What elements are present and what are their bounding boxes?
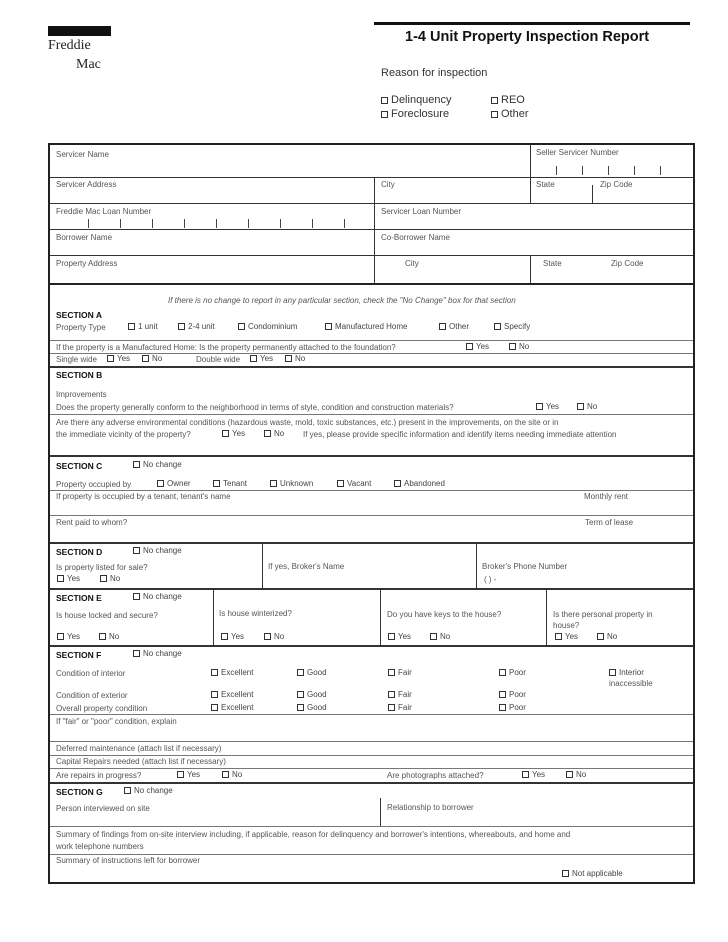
winterized-no[interactable] bbox=[264, 632, 284, 642]
servicer-address-label: Servicer Address bbox=[56, 180, 117, 189]
checkbox[interactable] bbox=[133, 593, 140, 600]
checkbox[interactable] bbox=[133, 461, 140, 468]
zip-label: Zip Code bbox=[600, 180, 633, 189]
section-g-title: SECTION G bbox=[56, 787, 103, 797]
option-label: Poor bbox=[509, 703, 526, 712]
winterized-yes[interactable] bbox=[221, 632, 244, 642]
checkbox[interactable] bbox=[264, 430, 271, 437]
occupant-vacant[interactable] bbox=[337, 479, 371, 489]
state-label: State bbox=[536, 180, 555, 189]
row-divider bbox=[50, 255, 693, 256]
personal-question-2: house? bbox=[553, 621, 580, 630]
relationship-label: Relationship to borrower bbox=[387, 803, 474, 812]
option-label: Fair bbox=[398, 668, 412, 677]
single-wide-yes[interactable] bbox=[107, 354, 130, 364]
option-label: Excellent bbox=[221, 690, 254, 699]
row-divider bbox=[50, 177, 693, 178]
option-label: No change bbox=[143, 592, 182, 601]
broker-name-label: If yes, Broker's Name bbox=[268, 562, 345, 571]
type-specify[interactable] bbox=[494, 322, 530, 332]
repairs-yes[interactable] bbox=[177, 770, 200, 780]
digit-tick bbox=[280, 219, 281, 228]
digit-tick bbox=[582, 166, 583, 175]
option-label: Not applicable bbox=[572, 869, 623, 878]
option-label: Fair bbox=[398, 703, 412, 712]
tenant-name-label: If property is occupied by a tenant, tenant's name bbox=[56, 492, 231, 501]
option-label: No bbox=[274, 429, 285, 438]
adverse-question-2: the immediate vicinity of the property? bbox=[56, 430, 191, 439]
exterior-poor[interactable] bbox=[499, 690, 526, 700]
row-divider bbox=[50, 741, 693, 742]
improvements-label: Improvements bbox=[56, 390, 107, 399]
checkbox[interactable] bbox=[499, 691, 506, 698]
checkbox[interactable] bbox=[264, 633, 271, 640]
col-divider bbox=[530, 255, 531, 283]
explain-label: If "fair" or "poor" condition, explain bbox=[56, 717, 177, 726]
option-label: No change bbox=[143, 546, 182, 555]
section-divider bbox=[50, 366, 693, 368]
section-g-no-change[interactable] bbox=[124, 786, 173, 796]
section-e-title: SECTION E bbox=[56, 593, 102, 603]
checkbox[interactable] bbox=[430, 633, 437, 640]
exterior-excellent[interactable] bbox=[211, 690, 253, 700]
option-label: Yes bbox=[117, 354, 131, 363]
condition-interior-label: Condition of interior bbox=[56, 669, 126, 678]
checkbox[interactable] bbox=[491, 97, 498, 104]
option-label: Good bbox=[307, 668, 327, 677]
option-label: Excellent bbox=[221, 703, 254, 712]
checkbox[interactable] bbox=[211, 691, 218, 698]
checkbox[interactable] bbox=[536, 403, 543, 410]
state-label: State bbox=[543, 259, 562, 268]
checkbox[interactable] bbox=[213, 480, 220, 487]
keys-no[interactable] bbox=[430, 632, 450, 642]
checkbox[interactable] bbox=[609, 669, 616, 676]
interior-inaccessible[interactable] bbox=[609, 668, 644, 678]
checkbox[interactable] bbox=[562, 870, 569, 877]
listed-question: Is property listed for sale? bbox=[56, 563, 148, 572]
overall-fair[interactable] bbox=[388, 703, 412, 713]
instructions-label: Summary of instructions left for borrower bbox=[56, 856, 201, 865]
conform-question: Does the property generally conform to the neighborhood in terms of style, condition and construction materials? bbox=[56, 403, 454, 412]
section-f-no-change[interactable] bbox=[133, 649, 182, 659]
section-e-no-change[interactable] bbox=[133, 592, 182, 602]
checkbox[interactable] bbox=[388, 669, 395, 676]
logo-line2: Mac bbox=[76, 57, 101, 72]
option-label: Other bbox=[501, 108, 529, 120]
col-divider bbox=[374, 255, 375, 283]
checkbox[interactable] bbox=[297, 704, 304, 711]
summary-line-2: work telephone numbers bbox=[56, 842, 144, 851]
rent-paid-label: Rent paid to whom? bbox=[56, 518, 128, 527]
checkbox[interactable] bbox=[381, 97, 388, 104]
title-rule bbox=[374, 22, 690, 25]
listed-yes[interactable] bbox=[57, 574, 80, 584]
seller-servicer-number-label: Seller Servicer Number bbox=[536, 148, 619, 157]
section-d-title: SECTION D bbox=[56, 547, 103, 557]
col-divider bbox=[380, 798, 381, 826]
checkbox[interactable] bbox=[222, 430, 229, 437]
occupant-unknown[interactable] bbox=[270, 479, 313, 489]
option-label: No change bbox=[134, 786, 173, 795]
exterior-good[interactable] bbox=[297, 690, 327, 700]
winterized-question: Is house winterized? bbox=[219, 609, 292, 618]
double-wide-yes[interactable] bbox=[250, 354, 273, 364]
row-divider bbox=[50, 229, 693, 230]
option-label: No bbox=[152, 354, 163, 363]
reason-foreclosure[interactable] bbox=[381, 108, 449, 120]
section-divider bbox=[50, 588, 693, 590]
digit-tick bbox=[152, 219, 153, 228]
checkbox[interactable] bbox=[57, 575, 64, 582]
section-d-no-change[interactable] bbox=[133, 546, 182, 556]
col-divider bbox=[213, 590, 214, 646]
col-divider bbox=[546, 590, 547, 646]
checkbox[interactable] bbox=[491, 111, 498, 118]
exterior-fair[interactable] bbox=[388, 690, 412, 700]
section-divider bbox=[50, 782, 693, 784]
reason-label: Reason for inspection bbox=[381, 67, 488, 79]
single-wide-label: Single wide bbox=[56, 355, 97, 364]
interior-fair[interactable] bbox=[388, 668, 412, 678]
option-label: Vacant bbox=[347, 479, 372, 488]
checkbox[interactable] bbox=[128, 323, 135, 330]
checkbox[interactable] bbox=[222, 771, 229, 778]
reason-reo[interactable] bbox=[491, 94, 525, 106]
co-borrower-label: Co-Borrower Name bbox=[381, 233, 450, 242]
capital-label: Capital Repairs needed (attach list if necessary) bbox=[56, 757, 226, 766]
option-label: Owner bbox=[167, 479, 191, 488]
col-divider bbox=[374, 203, 375, 255]
option-label: No bbox=[110, 574, 121, 583]
checkbox[interactable] bbox=[107, 355, 114, 362]
checkbox[interactable] bbox=[211, 669, 218, 676]
option-label: Unknown bbox=[280, 479, 314, 488]
conform-yes[interactable] bbox=[536, 402, 559, 412]
freddie-loan-label: Freddie Mac Loan Number bbox=[56, 207, 152, 216]
checkbox[interactable] bbox=[142, 355, 149, 362]
col-divider bbox=[262, 544, 263, 588]
option-label: No bbox=[295, 354, 306, 363]
digit-tick bbox=[184, 219, 185, 228]
double-wide-no[interactable] bbox=[285, 354, 305, 364]
manufactured-no[interactable] bbox=[509, 342, 529, 352]
checkbox[interactable] bbox=[388, 691, 395, 698]
checkbox[interactable] bbox=[499, 669, 506, 676]
row-divider bbox=[50, 854, 693, 855]
city-label: City bbox=[405, 259, 419, 268]
option-label: Tenant bbox=[223, 479, 248, 488]
option-label: Yes bbox=[187, 770, 201, 779]
double-wide-label: Double wide bbox=[196, 355, 241, 364]
checkbox[interactable] bbox=[325, 323, 332, 330]
option-label: Good bbox=[307, 690, 327, 699]
occupant-abandoned[interactable] bbox=[394, 479, 445, 489]
checkbox[interactable] bbox=[157, 480, 164, 487]
option-label: No bbox=[587, 402, 598, 411]
adverse-note: If yes, please provide specific information and identify items needing immediate attention bbox=[303, 430, 617, 439]
section-divider bbox=[50, 645, 693, 647]
option-label: Foreclosure bbox=[391, 108, 450, 120]
checkbox[interactable] bbox=[337, 480, 344, 487]
occupant-owner[interactable] bbox=[157, 479, 191, 489]
type-1-unit[interactable] bbox=[128, 322, 158, 332]
checkbox[interactable] bbox=[381, 111, 388, 118]
broker-phone-label: Broker's Phone Number bbox=[482, 562, 568, 571]
col-divider bbox=[380, 590, 381, 646]
section-divider bbox=[50, 542, 693, 544]
option-label: Yes bbox=[546, 402, 560, 411]
checkbox[interactable] bbox=[133, 650, 140, 657]
row-divider bbox=[50, 714, 693, 715]
col-divider bbox=[476, 544, 477, 588]
interior-poor[interactable] bbox=[499, 668, 526, 678]
checkbox[interactable] bbox=[388, 704, 395, 711]
type-condominium[interactable] bbox=[238, 322, 297, 332]
type-other[interactable] bbox=[439, 322, 469, 332]
checkbox[interactable] bbox=[439, 323, 446, 330]
option-label: No bbox=[607, 632, 618, 641]
section-divider bbox=[50, 455, 693, 457]
servicer-name-label: Servicer Name bbox=[56, 150, 109, 159]
photos-yes[interactable] bbox=[522, 770, 545, 780]
option-label: Poor bbox=[509, 668, 526, 677]
keys-yes[interactable] bbox=[388, 632, 411, 642]
digit-tick bbox=[88, 219, 89, 228]
section-c-no-change[interactable] bbox=[133, 460, 182, 470]
col-divider bbox=[592, 185, 593, 203]
term-lease-label: Term of lease bbox=[585, 518, 634, 527]
keys-question: Do you have keys to the house? bbox=[387, 610, 502, 619]
summary-line-1: Summary of findings from on-site interview including, if applicable, reason for delinquency and borrower's intentions, whereabouts, and home and bbox=[56, 830, 571, 839]
option-label: REO bbox=[501, 94, 525, 106]
adverse-question-1: Are there any adverse environmental conditions (hazardous waste, mold, toxic substances, etc.) present in the improvements, on the site or in bbox=[56, 418, 559, 427]
checkbox[interactable] bbox=[509, 343, 516, 350]
servicer-loan-label: Servicer Loan Number bbox=[381, 207, 462, 216]
option-label: Yes bbox=[532, 770, 546, 779]
option-label: 1 unit bbox=[138, 322, 158, 331]
checkbox[interactable] bbox=[494, 323, 501, 330]
row-divider bbox=[50, 515, 693, 516]
digit-tick bbox=[312, 219, 313, 228]
locked-question: Is house locked and secure? bbox=[56, 611, 158, 620]
property-type-label: Property Type bbox=[56, 323, 106, 332]
option-label: Poor bbox=[509, 690, 526, 699]
option-label: Condominium bbox=[248, 322, 298, 331]
checkbox[interactable] bbox=[555, 633, 562, 640]
not-applicable[interactable] bbox=[562, 869, 623, 879]
option-label: Yes bbox=[476, 342, 490, 351]
checkbox[interactable] bbox=[297, 691, 304, 698]
checkbox[interactable] bbox=[577, 403, 584, 410]
section-a-title: SECTION A bbox=[56, 310, 102, 320]
type-2-4-unit[interactable] bbox=[178, 322, 215, 332]
conform-no[interactable] bbox=[577, 402, 597, 412]
inaccessible-label: inaccessible bbox=[609, 679, 653, 688]
checkbox[interactable] bbox=[597, 633, 604, 640]
manufactured-question: If the property is a Manufactured Home: Is the property permanently attached to the foundation? bbox=[56, 343, 396, 352]
option-label: No change bbox=[143, 460, 182, 469]
option-label: No bbox=[576, 770, 587, 779]
option-label: Yes bbox=[232, 429, 246, 438]
overall-condition-label: Overall property condition bbox=[56, 704, 148, 713]
photos-question: Are photographs attached? bbox=[387, 771, 484, 780]
option-label: No bbox=[440, 632, 451, 641]
page-title: 1-4 Unit Property Inspection Report bbox=[405, 29, 650, 45]
adverse-no[interactable] bbox=[264, 429, 284, 439]
option-label: No bbox=[109, 632, 120, 641]
property-address-label: Property Address bbox=[56, 259, 118, 268]
checkbox[interactable] bbox=[499, 704, 506, 711]
repairs-no[interactable] bbox=[222, 770, 242, 780]
instruction-text: If there is no change to report in any particular section, check the "No Change" box for that section bbox=[168, 296, 516, 305]
option-label: Good bbox=[307, 703, 327, 712]
digit-tick bbox=[344, 219, 345, 228]
checkbox[interactable] bbox=[285, 355, 292, 362]
option-label: No bbox=[274, 632, 285, 641]
row-divider bbox=[50, 414, 693, 415]
col-divider bbox=[374, 177, 375, 203]
occupant-tenant[interactable] bbox=[213, 479, 247, 489]
checkbox[interactable] bbox=[566, 771, 573, 778]
condition-exterior-label: Condition of exterior bbox=[56, 691, 128, 700]
row-divider bbox=[50, 490, 693, 491]
option-label: No change bbox=[143, 649, 182, 658]
occupied-by-label: Property occupied by bbox=[56, 480, 132, 489]
adverse-yes[interactable] bbox=[222, 429, 245, 439]
option-label: No bbox=[232, 770, 243, 779]
photos-no[interactable] bbox=[566, 770, 586, 780]
person-interviewed-label: Person interviewed on site bbox=[56, 804, 150, 813]
option-label: Excellent bbox=[221, 668, 254, 677]
listed-no[interactable] bbox=[100, 574, 120, 584]
option-label: Manufactured Home bbox=[335, 322, 408, 331]
digit-tick bbox=[660, 166, 661, 175]
overall-excellent[interactable] bbox=[211, 703, 253, 713]
checkbox[interactable] bbox=[221, 633, 228, 640]
digit-tick bbox=[120, 219, 121, 228]
locked-yes[interactable] bbox=[57, 632, 80, 642]
option-label: Yes bbox=[67, 632, 81, 641]
row-divider bbox=[50, 826, 693, 827]
overall-good[interactable] bbox=[297, 703, 327, 713]
reason-other[interactable] bbox=[491, 108, 529, 120]
col-divider bbox=[530, 177, 531, 203]
row-divider bbox=[50, 768, 693, 769]
checkbox[interactable] bbox=[100, 575, 107, 582]
checkbox[interactable] bbox=[522, 771, 529, 778]
row-divider bbox=[50, 203, 693, 204]
checkbox[interactable] bbox=[177, 771, 184, 778]
digit-tick bbox=[608, 166, 609, 175]
digit-tick bbox=[248, 219, 249, 228]
checkbox[interactable] bbox=[133, 547, 140, 554]
interior-good[interactable] bbox=[297, 668, 327, 678]
checkbox[interactable] bbox=[57, 633, 64, 640]
option-label: Yes bbox=[231, 632, 245, 641]
single-wide-no[interactable] bbox=[142, 354, 162, 364]
borrower-name-label: Borrower Name bbox=[56, 233, 113, 242]
locked-no[interactable] bbox=[99, 632, 119, 642]
checkbox[interactable] bbox=[270, 480, 277, 487]
repairs-question: Are repairs in progress? bbox=[56, 771, 142, 780]
personal-no[interactable] bbox=[597, 632, 617, 642]
reason-delinquency[interactable] bbox=[381, 94, 452, 106]
option-label: Specify bbox=[504, 322, 531, 331]
digit-tick bbox=[556, 166, 557, 175]
section-c-title: SECTION C bbox=[56, 461, 103, 471]
type-manufactured[interactable] bbox=[325, 322, 407, 332]
digit-tick bbox=[216, 219, 217, 228]
overall-poor[interactable] bbox=[499, 703, 526, 713]
option-label: No bbox=[519, 342, 530, 351]
checkbox[interactable] bbox=[466, 343, 473, 350]
option-label: Delinquency bbox=[391, 94, 452, 106]
manufactured-yes[interactable] bbox=[466, 342, 489, 352]
personal-question-1: Is there personal property in bbox=[553, 610, 653, 619]
checkbox[interactable] bbox=[99, 633, 106, 640]
checkbox[interactable] bbox=[297, 669, 304, 676]
logo-bar bbox=[48, 26, 111, 36]
row-divider bbox=[50, 755, 693, 756]
personal-yes[interactable] bbox=[555, 632, 578, 642]
checkbox[interactable] bbox=[124, 787, 131, 794]
option-label: Other bbox=[449, 322, 470, 331]
phone-mask: ( ) - bbox=[484, 575, 497, 584]
deferred-label: Deferred maintenance (attach list if necessary) bbox=[56, 744, 222, 753]
checkbox[interactable] bbox=[178, 323, 185, 330]
city-label: City bbox=[381, 180, 395, 189]
option-label: Yes bbox=[565, 632, 579, 641]
logo-line1: Freddie bbox=[48, 38, 91, 53]
row-divider bbox=[50, 340, 693, 341]
option-label: 2-4 unit bbox=[188, 322, 215, 331]
interior-excellent[interactable] bbox=[211, 668, 253, 678]
section-b-title: SECTION B bbox=[56, 370, 103, 380]
option-label: Yes bbox=[260, 354, 274, 363]
option-label: Yes bbox=[67, 574, 81, 583]
option-label: Fair bbox=[398, 690, 412, 699]
col-divider bbox=[530, 145, 531, 177]
option-label: Abandoned bbox=[404, 479, 445, 488]
checkbox[interactable] bbox=[211, 704, 218, 711]
checkbox[interactable] bbox=[250, 355, 257, 362]
checkbox[interactable] bbox=[394, 480, 401, 487]
section-f-title: SECTION F bbox=[56, 650, 102, 660]
option-label: Yes bbox=[398, 632, 412, 641]
monthly-rent-label: Monthly rent bbox=[584, 492, 629, 501]
option-label: Interior bbox=[619, 668, 644, 677]
checkbox[interactable] bbox=[238, 323, 245, 330]
checkbox[interactable] bbox=[388, 633, 395, 640]
digit-tick bbox=[634, 166, 635, 175]
zip-label: Zip Code bbox=[611, 259, 644, 268]
